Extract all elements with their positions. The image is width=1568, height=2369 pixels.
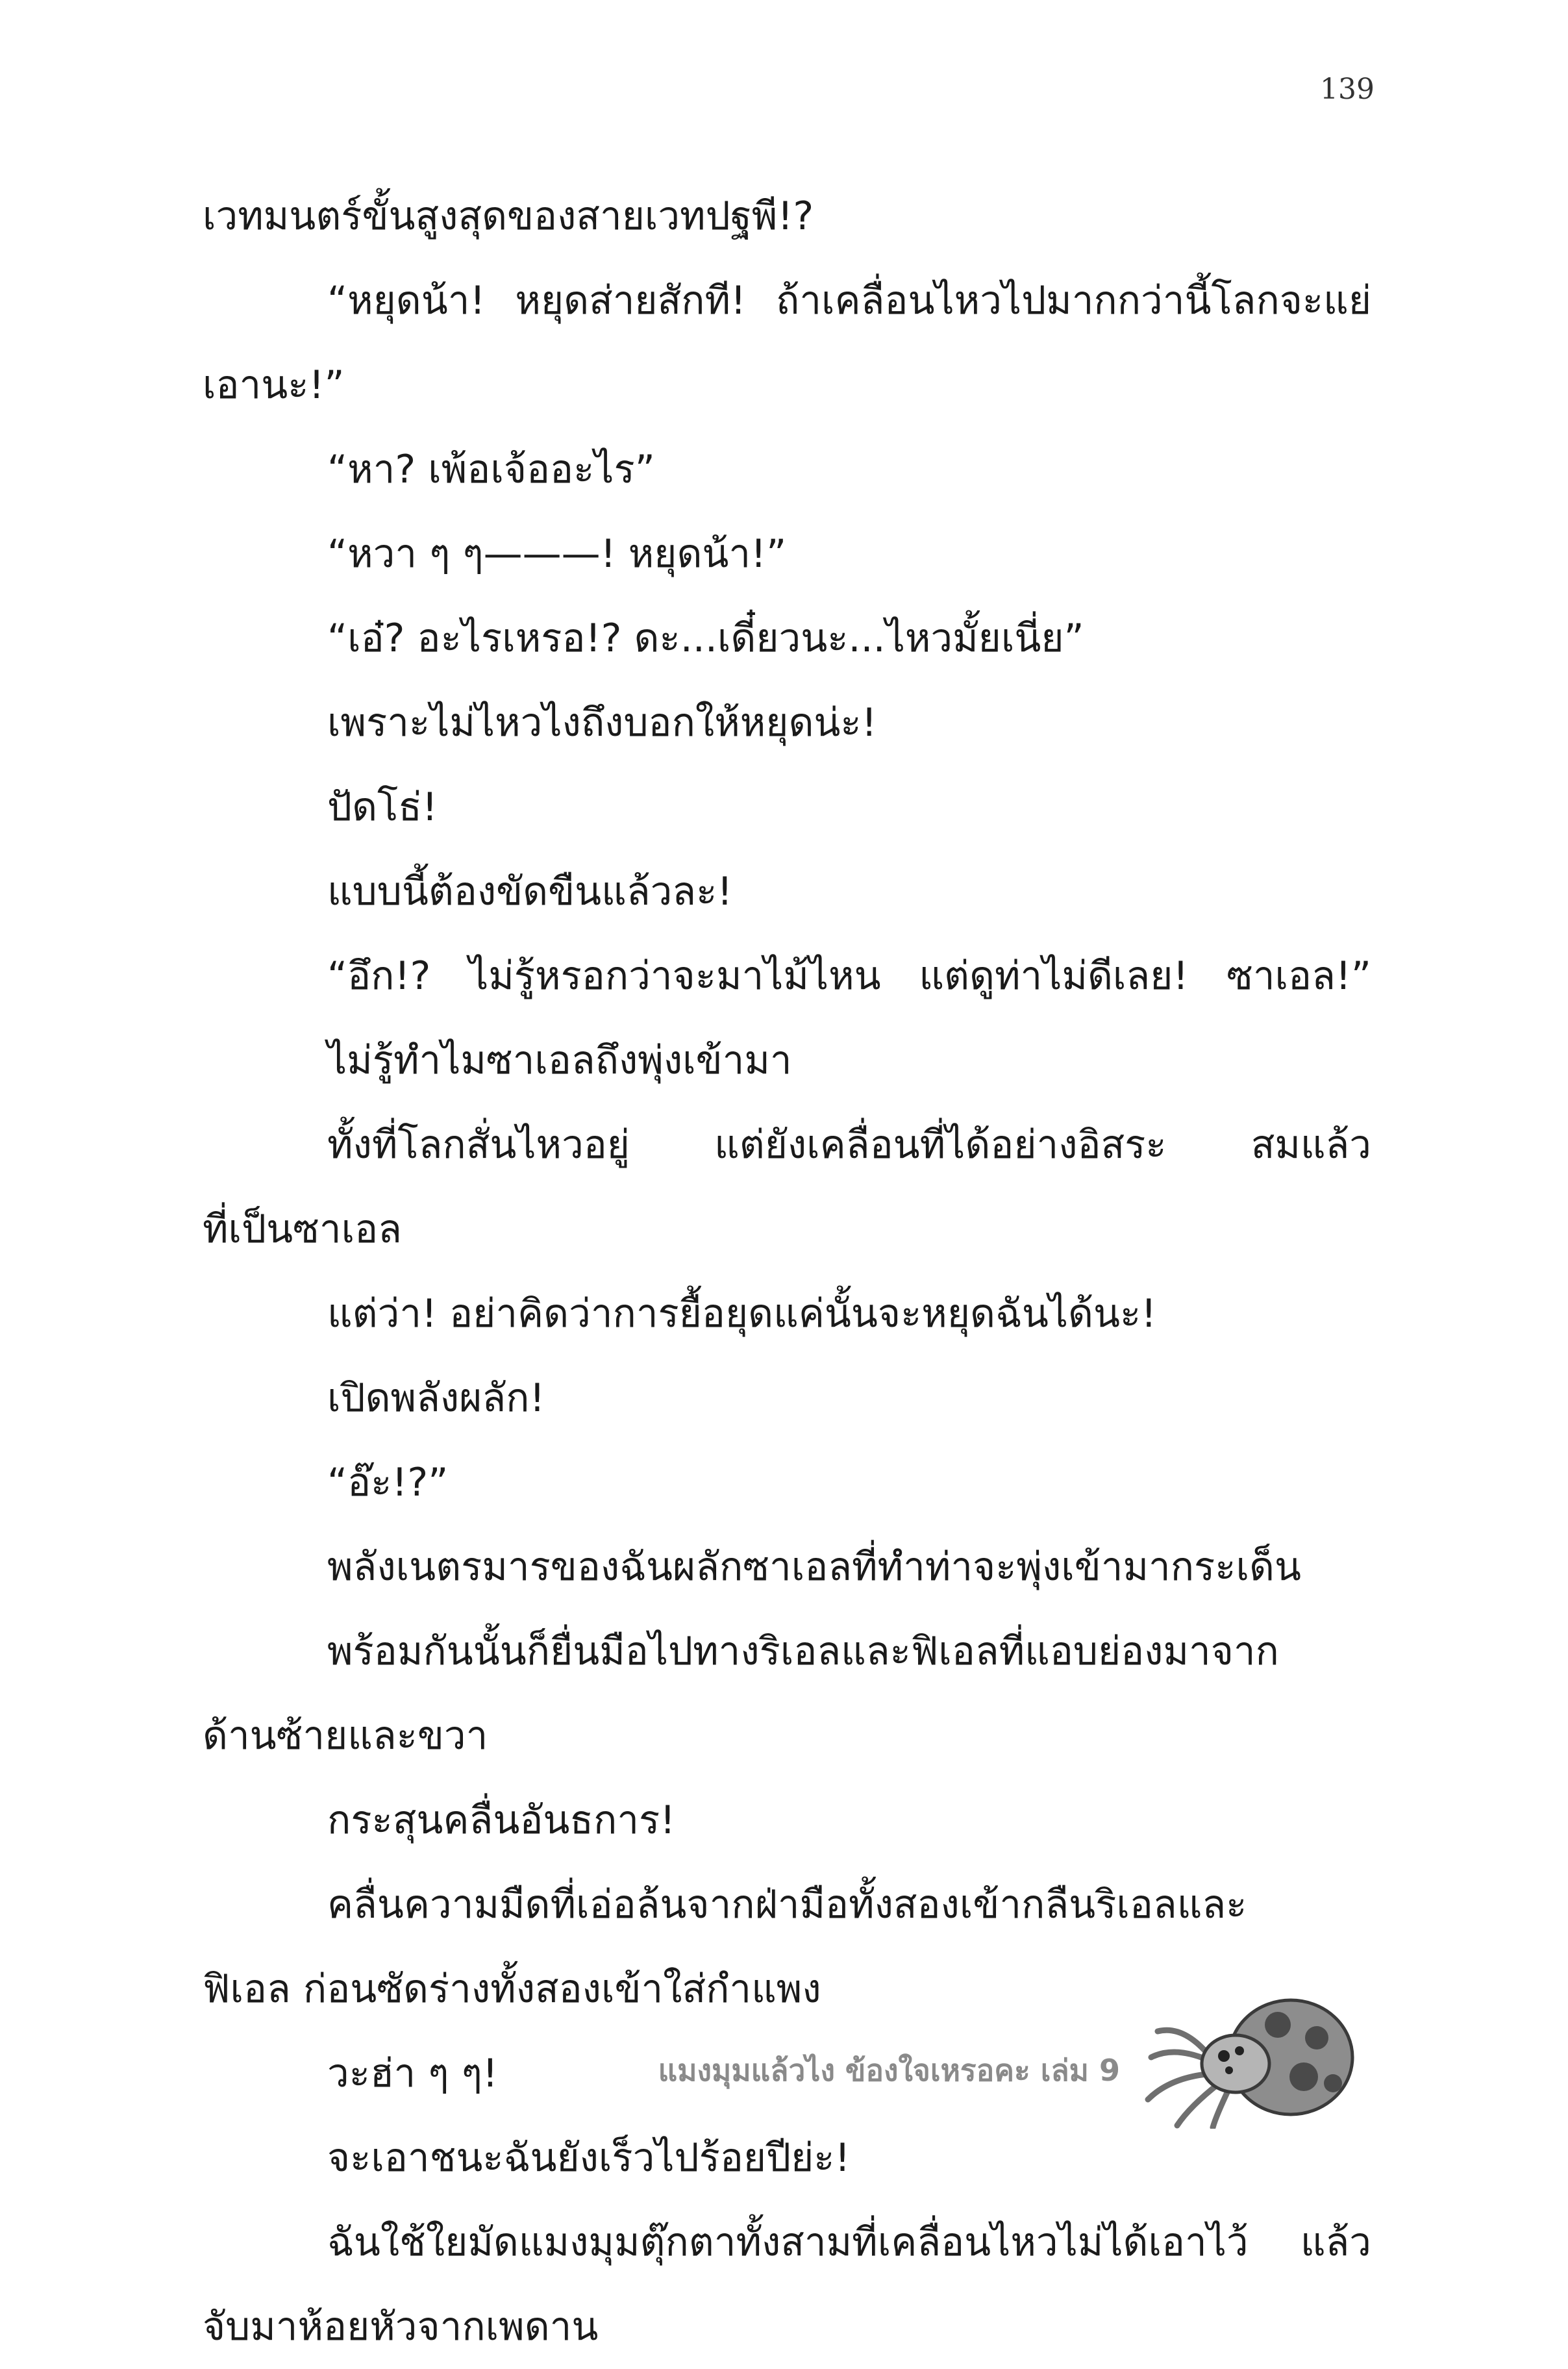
text-line: กระสุนคลื่นอันธการ! (327, 1798, 676, 1843)
text-line: “อึก!? ไม่รู้หรอกว่าจะมาไม้ไหน แต่ดูท่าไม่ดีเลย! ซาเอล!” (327, 953, 1371, 999)
text-line: เอานะ!” (203, 362, 345, 408)
text-line: ปัดโธ่! (327, 784, 438, 830)
text-line: ไม่รู้ทำไมซาเอลถึงพุ่งเข้ามา (327, 1038, 792, 1083)
text-line: “หยุดน้า! หยุดส่ายสักที! ถ้าเคลื่อนไหวไปมากกว่านี้โลกจะแย่ (327, 278, 1371, 323)
text-line: แต่ว่า! อย่าคิดว่าการยื้อยุดแค่นั้นจะหยุดฉันได้นะ! (327, 1291, 1157, 1336)
page-number: 139 (1320, 73, 1375, 106)
text-line: เพราะไม่ไหวไงถึงบอกให้หยุดน่ะ! (327, 700, 877, 746)
text-line: “เอ๋? อะไรเหรอ!? ดะ...เดี๋ยวนะ...ไหวมั้ยเนี่ย” (327, 616, 1084, 661)
text-line: วะฮ่า ๆ ๆ! (327, 2051, 498, 2096)
running-footer (658, 2018, 1359, 2096)
text-line: ทั้งที่โลกสั่นไหวอยู่ แต่ยังเคลื่อนที่ได้อย่างอิสระ สมแล้ว (327, 1122, 1371, 1168)
text-line: พร้อมกันนั้นก็ยื่นมือไปทางริเอลและฟิเอลที่แอบย่องมาจาก (327, 1629, 1279, 1674)
text-line: พลังเนตรมารของฉันผลักซาเอลที่ทำท่าจะพุ่งเข้ามากระเด็น (327, 1544, 1301, 1590)
text-line: ฟิเอล ก่อนซัดร่างทั้งสองเข้าใส่กำแพง (203, 1966, 821, 2012)
text-line: แบบนี้ต้องขัดขืนแล้วละ! (327, 869, 733, 914)
text-line: ฉันใช้ใยมัดแมงมุมตุ๊กตาทั้งสามที่เคลื่อนไหวไม่ได้เอาไว้ แล้ว (327, 2220, 1371, 2265)
text-line: จับมาห้อยหัวจากเพดาน (203, 2304, 599, 2350)
spider-icon (1138, 1986, 1359, 2129)
text-line: คลื่นความมืดที่เอ่อล้นจากฝ่ามือทั้งสองเข้ากลืนริเอลและ (327, 1882, 1247, 1927)
text-line: “หวา ๆ ๆ———! หยุดน้า!” (327, 531, 787, 577)
text-line: ด้านซ้ายและขวา (203, 1713, 488, 1759)
text-line: ที่เป็นซาเอล (203, 1207, 402, 1252)
book-title: แมงมุมแล้วไง ข้องใจเหรอคะ เล่ม 9 (658, 2052, 1120, 2088)
text-line: เปิดพลังผลัก! (327, 1375, 545, 1421)
text-line: เวทมนตร์ขั้นสูงสุดของสายเวทปฐพี!? (203, 194, 814, 239)
text-line: จะเอาชนะฉันยังเร็วไปร้อยปีย่ะ! (327, 2135, 851, 2181)
text-line: “หา? เพ้อเจ้ออะไร” (327, 447, 655, 492)
text-line: “อ๊ะ!?” (327, 1460, 449, 1505)
